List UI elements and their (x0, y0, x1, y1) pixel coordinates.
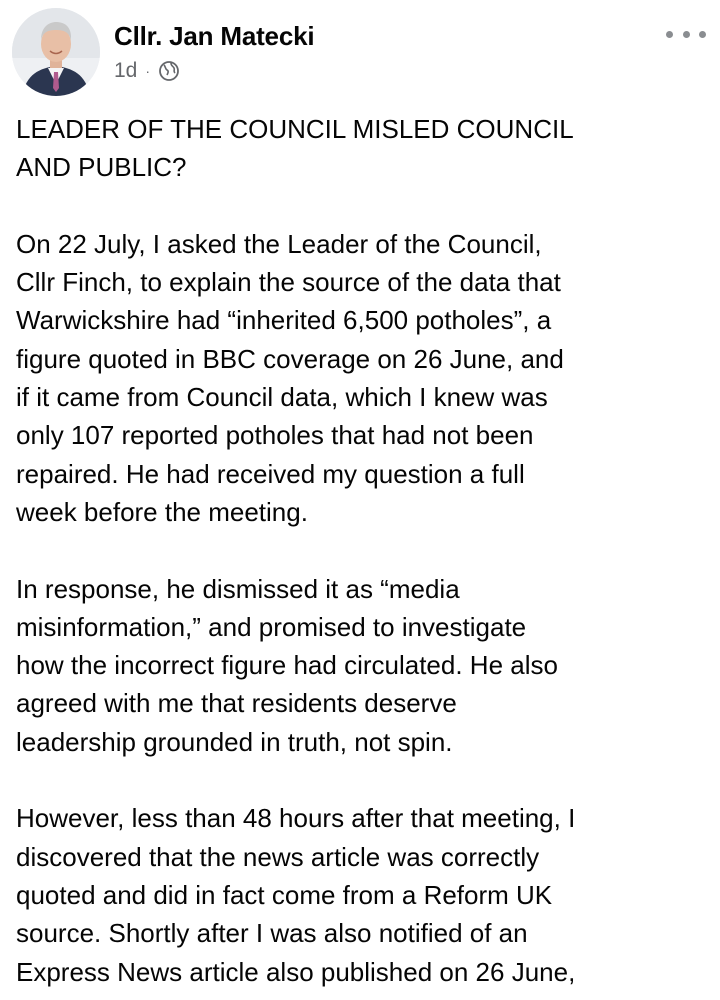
text-line: if it came from Council data, which I knew was (16, 382, 548, 413)
post-body (16, 110, 712, 991)
more-dot (699, 31, 706, 38)
text-line: quoted and did in fact come from a Reform UK (16, 879, 553, 910)
meta-separator: · (145, 63, 151, 79)
text-line: Cllr Finch, to explain the source of the data that (16, 267, 561, 298)
text-line: repaired. He had received my question a full (16, 458, 525, 489)
text-line: week before the meeting. (16, 496, 308, 527)
text-line: AND PUBLIC? (16, 152, 187, 183)
paragraph-gap (16, 187, 712, 225)
text-line: Express News article also published on 26 June, (16, 956, 576, 987)
post-paragraph (16, 225, 712, 531)
post-paragraph (16, 570, 712, 761)
globe-icon[interactable] (158, 60, 180, 82)
more-dot (683, 31, 690, 38)
post-meta (114, 58, 180, 84)
text-line: discovered that the news article was correctly (16, 841, 540, 872)
more-options-icon[interactable] (666, 22, 706, 46)
post-header (0, 0, 720, 100)
author-name[interactable]: Cllr. Jan Matecki (114, 21, 315, 51)
text-line: Warwickshire had “inherited 6,500 potholes”, a (16, 305, 552, 336)
text-line: leadership grounded in truth, not spin. (16, 726, 453, 757)
post-time[interactable]: 1d (114, 59, 138, 82)
text-line: source. Shortly after I was also notified of an (16, 918, 528, 949)
text-line: LEADER OF THE COUNCIL MISLED COUNCIL (16, 114, 574, 144)
paragraph-gap (16, 531, 712, 569)
text-line: figure quoted in BBC coverage on 26 June, and (16, 343, 564, 374)
avatar-image (12, 8, 100, 96)
text-line: In response, he dismissed it as “media (16, 573, 460, 604)
post-paragraph (16, 110, 712, 187)
paragraph-gap (16, 761, 712, 799)
avatar[interactable] (12, 8, 100, 96)
post-paragraph (16, 799, 712, 990)
text-line: misinformation,” and promised to investigate (16, 611, 527, 642)
more-dot (666, 31, 673, 38)
text-line: how the incorrect figure had circulated. He also (16, 650, 558, 681)
text-line: However, less than 48 hours after that meeting, I (16, 803, 576, 834)
text-line: only 107 reported potholes that had not been (16, 420, 534, 451)
text-line: On 22 July, I asked the Leader of the Council, (16, 228, 542, 259)
text-line: agreed with me that residents deserve (16, 688, 457, 719)
